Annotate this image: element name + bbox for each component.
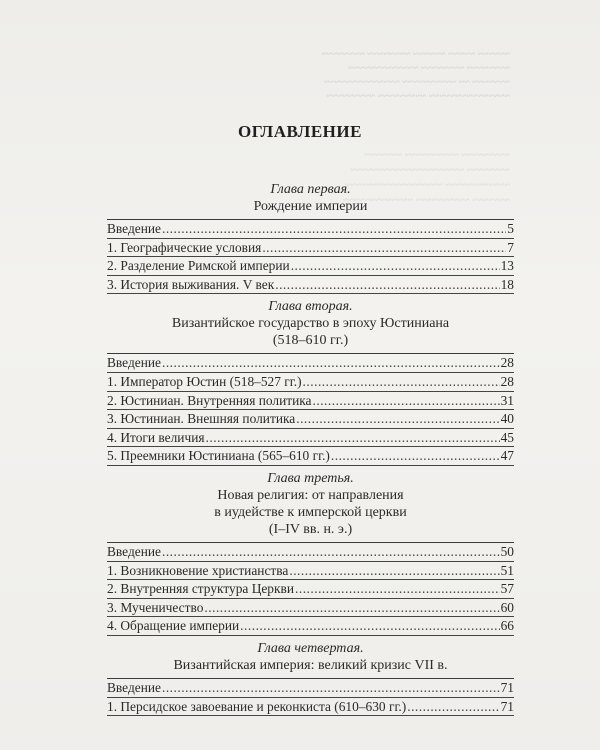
dot-leader — [162, 354, 500, 372]
toc-entry-title: 4. Обращение империи — [107, 618, 240, 634]
chapter-title-line: (I–IV вв. н. э.) — [268, 521, 353, 537]
toc-entry[interactable] — [107, 354, 514, 373]
chapter-section — [107, 298, 514, 466]
toc-entry-title: 1. Император Юстин (518–527 гг.) — [107, 373, 302, 389]
dot-leader — [303, 373, 500, 391]
dot-leader — [289, 562, 499, 580]
toc-entry[interactable] — [107, 239, 514, 258]
toc-entry-page: 40 — [500, 411, 514, 427]
dot-leader — [162, 220, 506, 238]
toc-entry-page: 28 — [500, 373, 514, 389]
toc-entry[interactable] — [107, 220, 514, 239]
dot-leader — [313, 392, 500, 410]
dot-leader — [295, 580, 500, 598]
toc-entry[interactable] — [107, 257, 514, 276]
show-through-text-lower: ~~~~~~~~~ ~~~~~~~~~~ ~~~~~~~ ~~~~~~~~ ~~~~~~~~~~~~~~~~~~~~~ ~~~~~~~~~~~~ ~~~~~~~~~~~~~~~~~~ ~~~~~~~ ~~~~~~~~~~ ~~~~~~~~~~~~~ — [342, 150, 510, 206]
chapter-title-line: Рождение империи — [253, 199, 368, 214]
chapter-title-line: Византийское государство в эпоху Юстиниана — [171, 316, 450, 332]
chapter-label: Глава первая. — [270, 182, 351, 197]
chapter-section — [107, 640, 514, 716]
chapter-title-line: в иудействе к имперской церкви — [214, 504, 407, 520]
toc-entry[interactable] — [107, 447, 514, 466]
toc-entry-page: 50 — [500, 543, 514, 559]
toc-entry[interactable] — [107, 617, 514, 636]
chapter-label: Глава четвертая. — [257, 640, 364, 656]
dot-leader — [331, 447, 500, 465]
toc-entry-title: 4. Итоги величия — [107, 429, 205, 445]
toc-entry-title: 1. Возникновение христианства — [107, 562, 289, 578]
dot-leader — [296, 410, 499, 428]
chapter-title-line: Новая религия: от направления — [217, 487, 404, 503]
chapter-section — [107, 181, 514, 294]
toc-entry-title: 1. Персидское завоевание и реконкиста (610–630 гг.) — [107, 698, 407, 714]
toc-entry-title: 5. Преемники Юстиниана (565–610 гг.) — [107, 448, 330, 464]
toc-entry-title: Введение — [107, 679, 161, 695]
toc-entry-page: 5 — [507, 221, 514, 236]
toc-entry[interactable] — [107, 392, 514, 411]
toc-entry-title: Введение — [107, 355, 161, 371]
toc-entry[interactable] — [107, 599, 514, 618]
toc-entry-title: 2. Внутренняя структура Церкви — [107, 581, 294, 597]
toc-entry-page: 71 — [500, 679, 514, 695]
dot-leader — [204, 599, 499, 617]
toc-entry[interactable] — [107, 373, 514, 392]
toc-entry-title: Введение — [107, 221, 161, 236]
dot-leader — [162, 543, 500, 561]
toc-entry-title: 3. Юстиниан. Внешняя политика — [107, 411, 296, 427]
toc-entry-page: 18 — [500, 276, 514, 292]
toc-entry-page: 31 — [500, 392, 514, 408]
dot-leader — [206, 429, 500, 447]
toc-entry[interactable] — [107, 562, 514, 581]
toc-entry[interactable] — [107, 580, 514, 599]
toc-entry-page: 28 — [500, 355, 514, 371]
toc-entry-page: 51 — [500, 562, 514, 578]
toc-entry[interactable] — [107, 429, 514, 448]
show-through-text: ~~~~~~ ~~~~~ ~~~~~~ ~~~~~~~~ ~~~~~~~~ ~~~~~~~~ ~~~~~~~~ ~~~~~~~~~~~~~ ~~~~~~~ ~~ ~~~~~~~~~~ ~~~~~~~~~~~~~~ ~~~~~~~~~~~~~~~ ~~~~~~~~~ ~~~~~~~~~ — [321, 49, 510, 102]
toc-entry-page: 13 — [500, 258, 514, 274]
toc-entry[interactable] — [107, 276, 514, 295]
table-of-contents — [107, 181, 514, 720]
toc-entry-title: Введение — [107, 543, 161, 559]
dot-leader — [407, 698, 499, 716]
dot-leader — [275, 276, 499, 294]
toc-entry-title: 3. Мученичество — [107, 599, 204, 615]
toc-entry-title: 2. Юстиниан. Внутренняя политика — [107, 392, 312, 408]
toc-entry-title: 2. Разделение Римской империи — [107, 258, 290, 274]
page-title: ОГЛАВЛЕНИЕ — [238, 122, 362, 141]
toc-entry[interactable] — [107, 410, 514, 429]
toc-entry[interactable] — [107, 543, 514, 562]
chapter-title-line: Византийская империя: великий кризис VII в. — [173, 657, 448, 673]
toc-entry-page: 71 — [500, 698, 514, 714]
dot-leader — [291, 257, 500, 275]
toc-entry-page: 57 — [500, 581, 514, 597]
toc-entry[interactable] — [107, 679, 514, 698]
toc-entry[interactable] — [107, 698, 514, 717]
chapter-title-line: (518–610 гг.) — [272, 333, 349, 349]
toc-entry-title: 1. Географические условия — [107, 239, 262, 255]
toc-entry-page: 60 — [500, 599, 514, 615]
dot-leader — [162, 679, 500, 697]
chapter-label: Глава вторая. — [268, 299, 353, 315]
dot-leader — [262, 239, 506, 257]
toc-entry-page: 66 — [500, 618, 514, 634]
toc-entry-page: 45 — [500, 429, 514, 445]
toc-entry-page: 7 — [507, 239, 514, 255]
toc-entry-page: 47 — [500, 448, 514, 464]
toc-entry-title: 3. История выживания. V век — [107, 276, 275, 292]
chapter-section — [107, 470, 514, 636]
chapter-label: Глава третья. — [267, 470, 354, 486]
dot-leader — [240, 617, 499, 635]
